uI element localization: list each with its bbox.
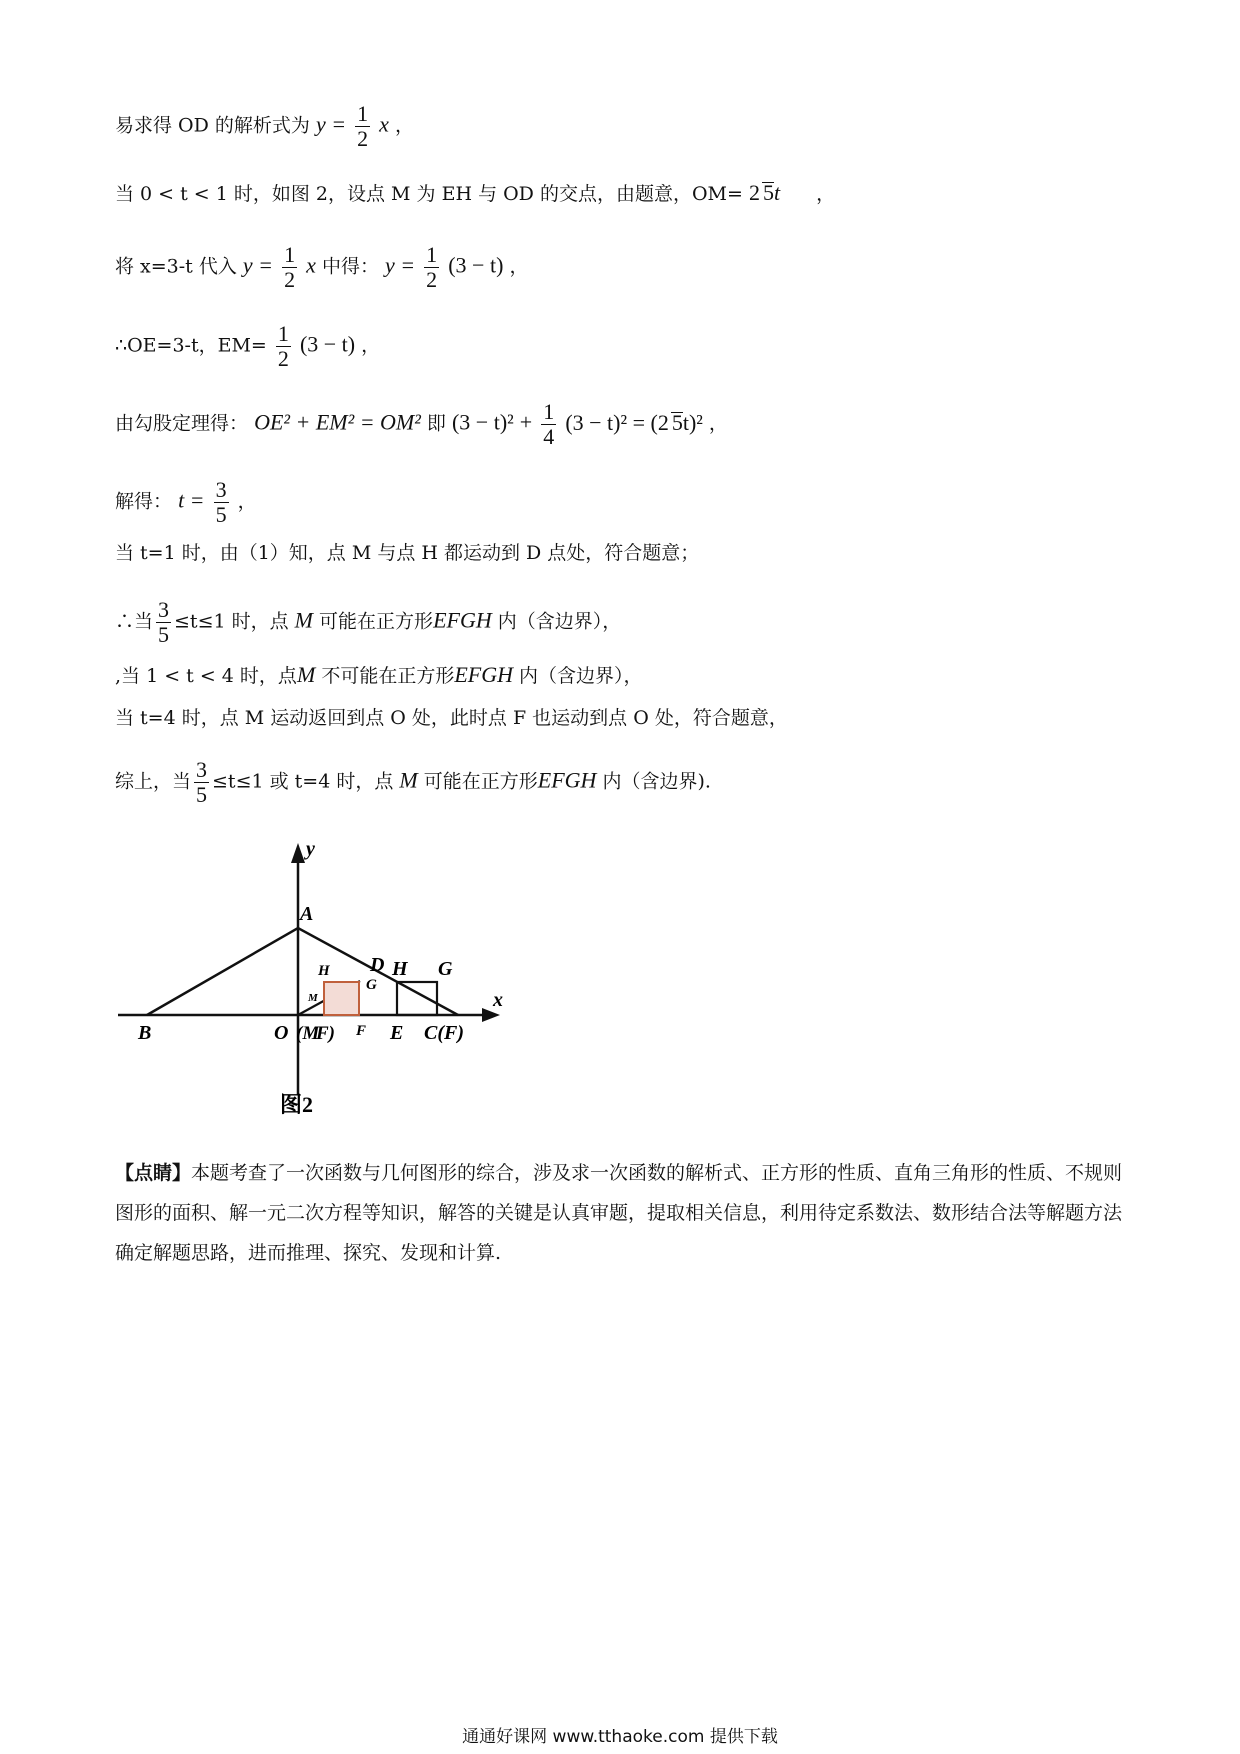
note-paragraph [115, 1153, 1125, 1273]
text: 当 0 < t < 1 时，如图 2，设点 M 为 EH 与 OD 的交点，由题意，OM= [115, 183, 743, 205]
label-d: D [370, 954, 385, 976]
line-conclusion: 综上，当 $\frac{3}{5}$ ≤t≤1 或 t=4 时，点 M 可能在正方形EFGH 内（含边界). [115, 757, 711, 807]
page-footer: 通通好课网 www.tthaoke.com 提供下载 [462, 1727, 778, 1747]
label-b: B [138, 1022, 152, 1044]
line-t-equals-1: 当 t=1 时，由（1）知，点 M 与点 H 都运动到 D 点处，符合题意； [115, 542, 700, 564]
text: 解得： [115, 490, 173, 513]
line-solution: 解得： t = $\frac{3}{5}$ ， [115, 477, 257, 527]
label-g2: G [438, 958, 453, 980]
line-oe-em: ∴OE=3-t，EM= $\frac{1}{2}$ (3 − t) ， [115, 321, 381, 371]
label-m-small: M [308, 992, 318, 1004]
label-a: A [300, 903, 314, 925]
label-c: C(F) [424, 1022, 464, 1044]
square-egc [397, 982, 437, 1015]
text: 由勾股定理得： [115, 412, 249, 435]
line-od-equation: 易求得 OD 的解析式为 y = $\frac{1}{2}$ x ， [115, 101, 414, 151]
label-omf: (M [296, 1023, 320, 1044]
math-x: x [379, 111, 389, 137]
label-h1: H [318, 963, 330, 979]
line-substitute: 将 x=3-t 代入 y = $\frac{1}{2}$ x 中得： y = $\frac{1}{2}$ (3 − t) ， [115, 242, 529, 292]
line-range-impossible: ,当 1 < t < 4 时，点M 不可能在正方形EFGH 内（含边界）， [115, 662, 643, 687]
math-y: y = [315, 111, 347, 137]
y-axis-arrow [291, 843, 305, 863]
label-f-small: F [356, 1023, 367, 1039]
text: 易求得 OD 的解析式为 [115, 114, 316, 137]
label-g1: G [366, 977, 377, 993]
note-text: 本题考查了一次函数与几何图形的综合，涉及求一次函数的解析式、正方形的性质、直角三角形的性质、不规则图形的面积、解一元二次方程等知识，解答的关键是认真审题，提取相关信息，利用待定系数法、数形结合法等解题方法确定解题思路，进而推理、探究、发现和计算. [115, 1162, 1123, 1264]
text: 将 x=3-t 代入 [115, 255, 243, 278]
line-pythagoras: 由勾股定理得： OE² + EM² = OM² 即 (3 − t)² + $\frac{1}{4}$ (3 − t)² = (2 5t)² ， [115, 399, 728, 449]
label-h2: H [392, 958, 408, 980]
label-y: y [306, 838, 315, 860]
figure-caption: 图2 [280, 1092, 314, 1117]
line-t-equals-4: 当 t=4 时，点 M 运动返回到点 O 处，此时点 F 也运动到点 O 处，符合题意， [115, 707, 788, 729]
label-o: O [274, 1022, 289, 1044]
fraction-half: $\frac{1}{2}$ [357, 101, 369, 151]
triangle-abc [147, 928, 458, 1015]
line-case-condition: 当 0 < t < 1 时，如图 2，设点 M 为 EH 与 OD 的交点，由题意，OM= 2 5t ， [115, 180, 836, 205]
label-x: x [493, 989, 503, 1011]
line-range-possible: ∴当 $\frac{3}{5}$ ≤t≤1 时，点 M 可能在正方形EFGH 内（含边界）， [115, 597, 622, 647]
math-om: 2 5t [748, 180, 781, 205]
square-moving [324, 982, 359, 1015]
text: ∴OE=3-t，EM= [115, 334, 267, 357]
figure-2-diagram [110, 835, 530, 1125]
label-omf2: F) [316, 1023, 335, 1044]
note-label: 【点睛】 [115, 1162, 192, 1184]
label-e: E [390, 1022, 404, 1044]
